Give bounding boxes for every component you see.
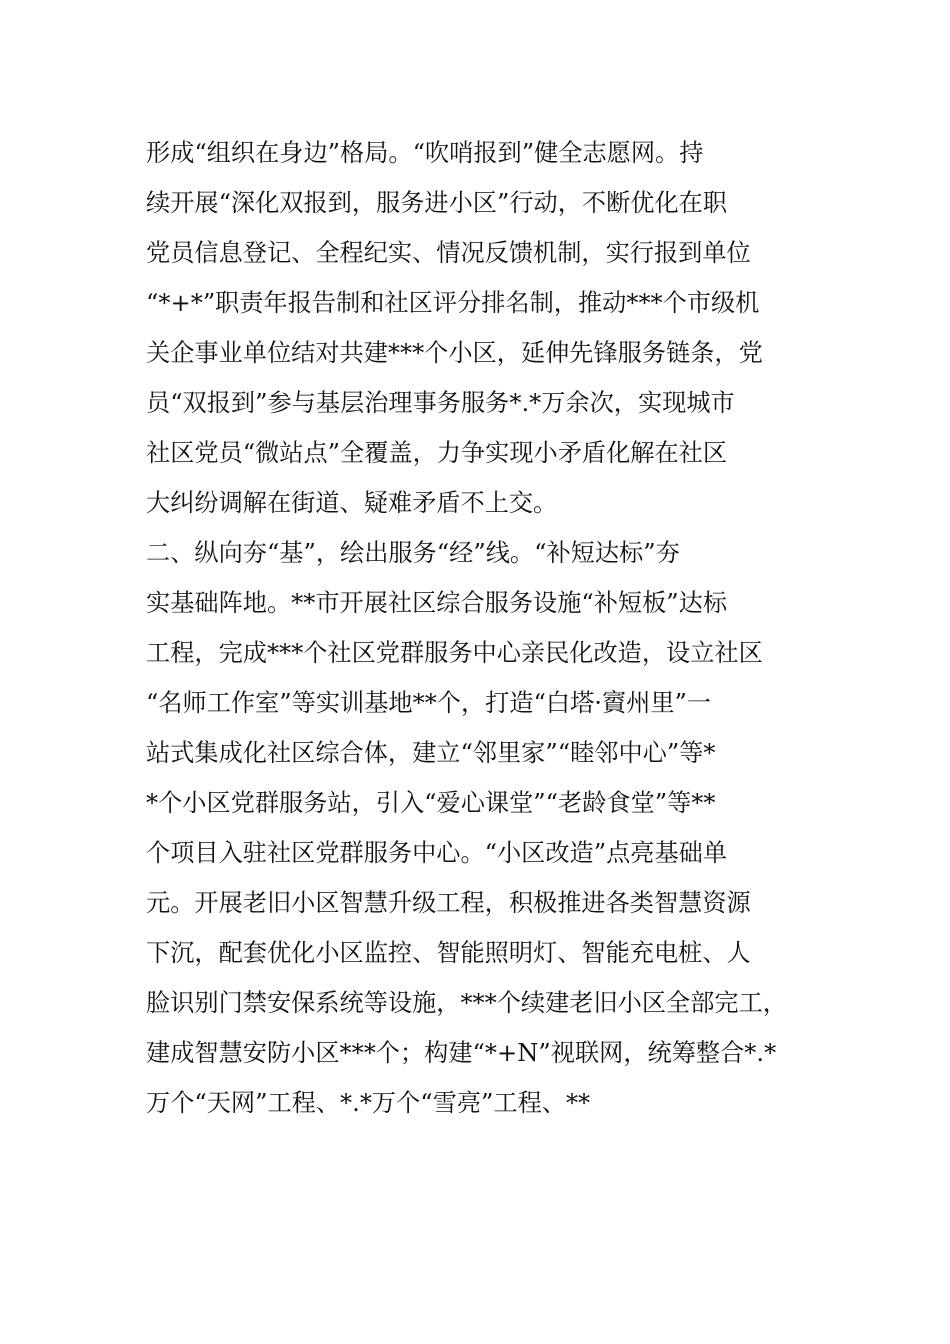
- text-line: 个项目入驻社区党群服务中心。“小区改造”点亮基础单: [146, 839, 728, 867]
- text-line: 站式集成化社区综合体，建立“邻里家”“睦邻中心”等*: [146, 739, 716, 767]
- text-line: 续开展“深化双报到，服务进小区”行动，不断优化在职: [146, 189, 728, 217]
- text-line: “*+*”职责年报告制和社区评分排名制，推动***个市级机: [146, 289, 760, 317]
- text-line: 元。开展老旧小区智慧升级工程，积极推进各类智慧资源: [146, 889, 751, 917]
- text-line: 大纠纷调解在街道、疑难矛盾不上交。: [146, 489, 558, 517]
- text-line: “名师工作室”等实训基地**个，打造“白塔·賨州里”一: [146, 689, 712, 717]
- text-line: 员“双报到”参与基层治理事务服务*.*万余次，实现城市: [146, 389, 735, 417]
- text-line: 党员信息登记、全程纪实、情况反馈机制，实行报到单位: [146, 239, 751, 267]
- text-line: 下沉，配套优化小区监控、智能照明灯、智能充电桩、人: [146, 939, 751, 967]
- text-line: 社区党员“微站点”全覆盖，力争实现小矛盾化解在社区: [146, 439, 728, 467]
- text-line: 实基础阵地。**市开展社区综合服务设施“补短板”达标: [146, 589, 728, 617]
- text-line: 万个“天网”工程、*.*万个“雪亮”工程、**: [146, 1089, 591, 1117]
- section-heading-line: 二、纵向夯“基”，绘出服务“经”线。“补短达标”夯: [146, 539, 680, 567]
- text-line: 脸识别门禁安保系统等设施，***个续建老旧小区全部完工，: [146, 989, 787, 1017]
- text-line: *个小区党群服务站，引入“爱心课堂”“老龄食堂”等**: [146, 789, 716, 817]
- text-line: 工程，完成***个社区党群服务中心亲民化改造，设立社区: [146, 639, 763, 667]
- text-line: 形成“组织在身边”格局。“吹哨报到”健全志愿网。持: [146, 139, 704, 167]
- text-line: 建成智慧安防小区***个；构建“*+N”视联网，统筹整合*.*: [146, 1039, 777, 1067]
- text-line: 关企事业单位结对共建***个小区，延伸先锋服务链条，党: [146, 339, 763, 367]
